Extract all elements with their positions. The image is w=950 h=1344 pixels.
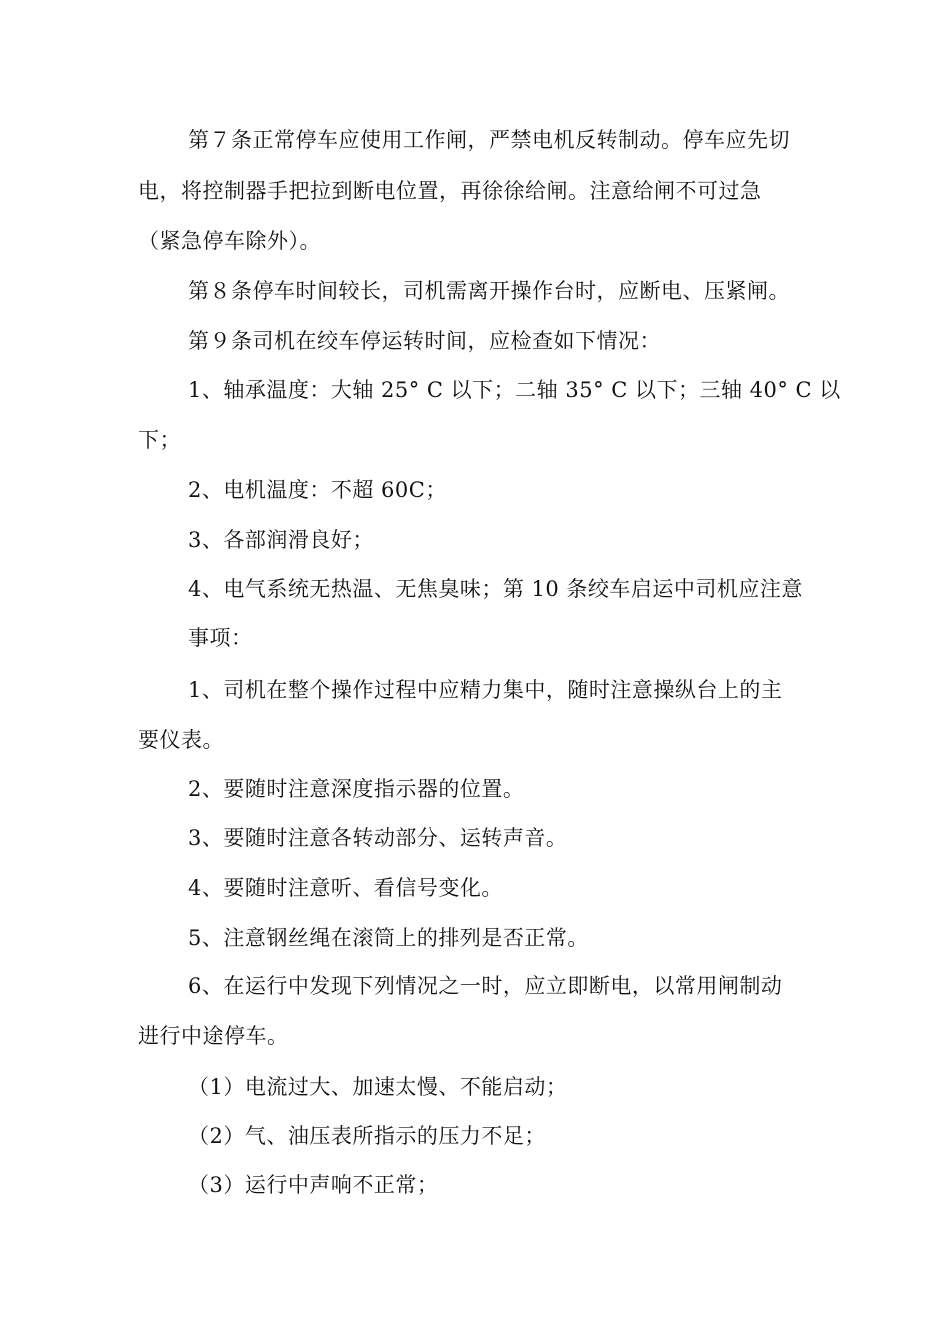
text-line: 1、司机在整个操作过程中应精力集中，随时注意操纵台上的主 [188,678,783,702]
text-line: （2）气、油压表所指示的压力不足； [188,1124,546,1148]
text-line: 2、电机温度：不超 60C； [188,478,447,502]
text-line: 第８条停车时间较长，司机需离开操作台时，应断电、压紧闸。 [188,279,790,303]
text-line: （3）运行中声响不正常； [188,1173,439,1197]
text-line: （1）电流过大、加速太慢、不能启动； [188,1075,568,1099]
text-line: 电，将控制器手把拉到断电位置，再徐徐给闸。注意给闸不可过急 [138,179,762,203]
text-line: 1、轴承温度：大轴 25° C 以下；二轴 35° C 以下；三轴 40° C 以 [188,378,841,402]
text-line: 6、在运行中发现下列情况之一时，应立即断电，以常用闸制动 [188,974,783,998]
text-line: 2、要随时注意深度指示器的位置。 [188,777,525,801]
text-line: 下； [138,428,181,452]
text-line: 3、要随时注意各转动部分、运转声音。 [188,826,568,850]
text-line: 第９条司机在绞车停运转时间，应检查如下情况： [188,329,661,353]
text-line: 5、注意钢丝绳在滚筒上的排列是否正常。 [188,926,589,950]
text-line: 4、要随时注意听、看信号变化。 [188,876,503,900]
text-line: 事项： [188,626,253,650]
text-line: 进行中途停车。 [138,1024,289,1048]
text-line: 第７条正常停车应使用工作闸，严禁电机反转制动。停车应先切 [188,128,790,152]
text-line: 4、电气系统无热温、无焦臭味；第 10 条绞车启运中司机应注意 [188,577,803,601]
text-line: 要仪表。 [138,728,224,752]
text-line: 3、各部润滑良好； [188,528,374,552]
text-line: （紧急停车除外）。 [138,229,321,253]
